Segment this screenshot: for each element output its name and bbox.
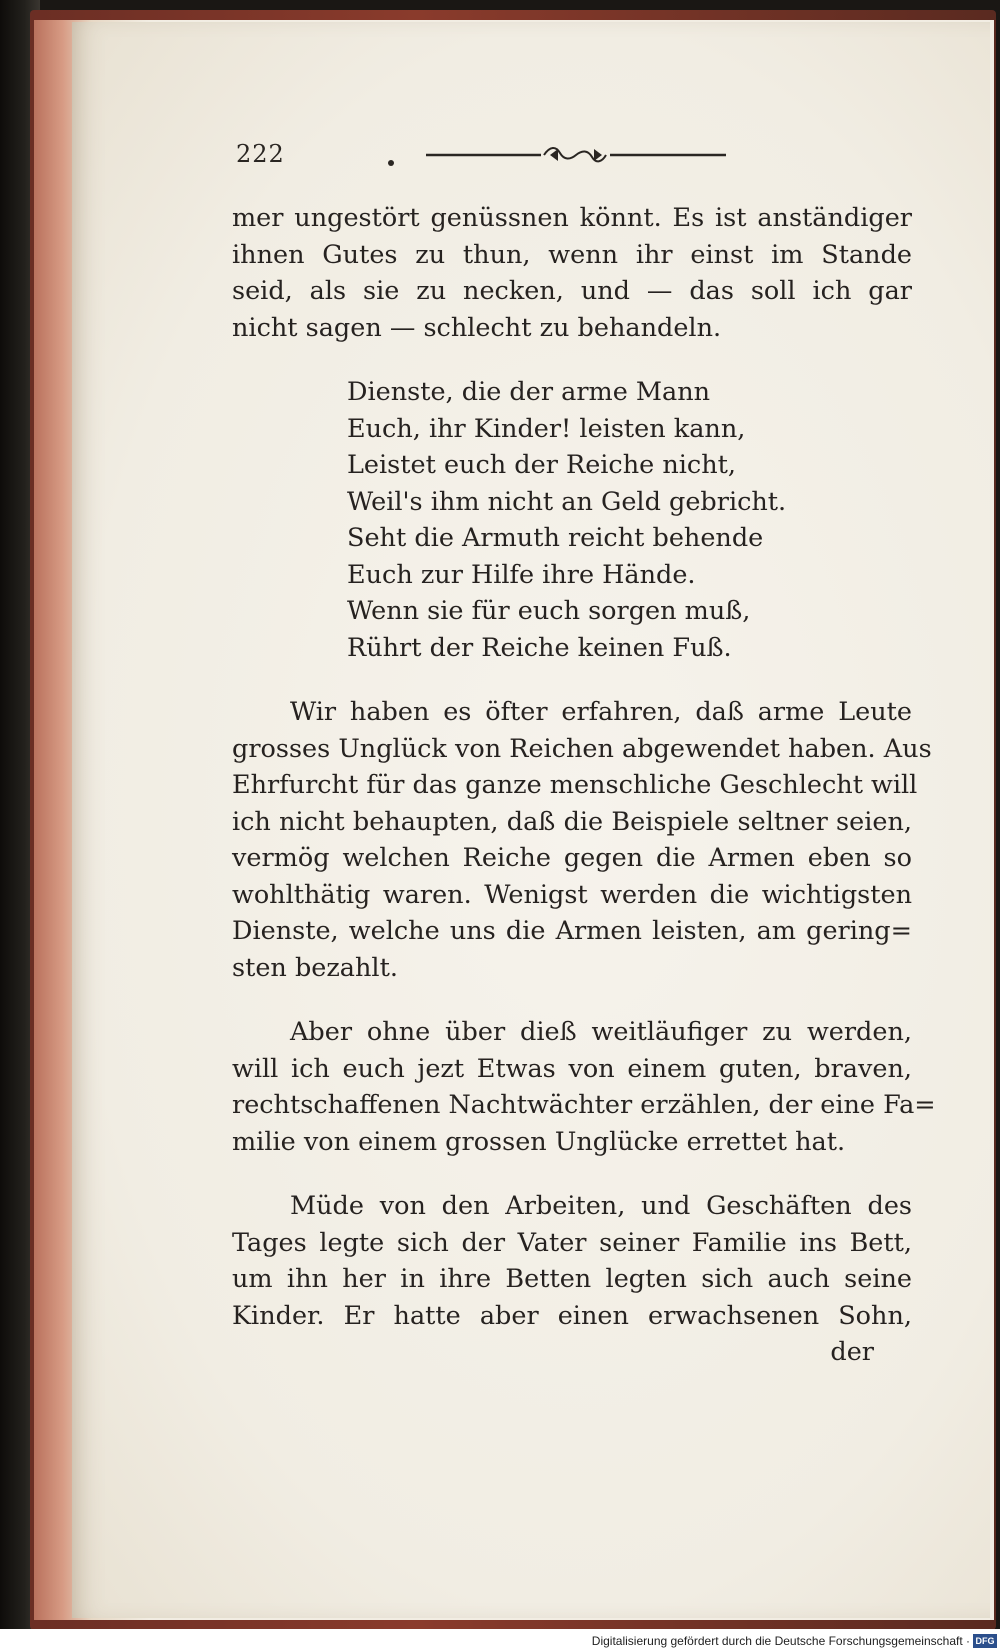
text-line: rechtschaffenen Nachtwächter erzählen, der eine Fa= — [232, 1090, 936, 1120]
digitization-footer — [0, 1629, 1000, 1651]
text-line: wohlthätig waren. Wenigst werden die wichtigsten — [232, 879, 912, 910]
page-number: 222 — [236, 140, 285, 168]
text-line: ihnen Gutes zu thun, wenn ihr einst im Stande — [232, 239, 912, 270]
paragraph-first-line: Wir haben es öfter erfahren, daß arme Leute — [290, 697, 912, 727]
text-line: grosses Unglück von Reichen abgewendet haben. Aus — [232, 733, 932, 764]
text-line: Tages legte sich der Vater seiner Familie ins Bett, — [232, 1227, 912, 1258]
text-line: milie von einem grossen Unglücke errettet hat. — [232, 1126, 846, 1157]
text-line: mer ungestört genüssnen könnt. Es ist anständiger — [232, 203, 912, 233]
dfg-logo: DFG — [973, 1634, 997, 1648]
verse-line: Euch, ihr Kinder! leisten kann, — [347, 413, 746, 444]
text-line: nicht sagen — schlecht zu behandeln. — [232, 312, 722, 343]
header-ornament — [426, 140, 726, 170]
text-line: Dienste, welche uns die Armen leisten, am gering= — [232, 916, 912, 946]
text-line: will ich euch jezt Etwas von einem guten, braven, — [232, 1053, 912, 1084]
verse-line: Rührt der Reiche keinen Fuß. — [347, 632, 732, 663]
paragraph-gap — [232, 986, 912, 1014]
paragraph-first-line: Aber ohne über dieß weitläufiger zu werden, — [290, 1017, 912, 1047]
text-line: Ehrfurcht für das ganze menschliche Geschlecht will — [232, 770, 918, 800]
verse-line: Euch zur Hilfe ihre Hände. — [347, 559, 696, 590]
text-line: um ihn her in ihre Betten legten sich auch seine — [232, 1264, 912, 1294]
catchword: der — [830, 1337, 874, 1367]
verse-line: Leistet euch der Reiche nicht, — [347, 450, 736, 480]
paragraph-gap — [232, 346, 912, 374]
funding-notice: Digitalisierung gefördert durch die Deutsche Forschungsgemeinschaft · — [591, 1634, 970, 1648]
text-line: vermög welchen Reiche gegen die Armen eben so — [232, 843, 912, 873]
text-line: seid, als sie zu necken, und — das soll ich gar — [232, 276, 912, 306]
verse-line: Dienste, die der arme Mann — [347, 377, 711, 407]
verse-line: Seht die Armuth reicht behende — [347, 523, 764, 553]
text-line: sten bezahlt. — [232, 952, 398, 983]
verse-line: Weil's ihm nicht an Geld gebricht. — [347, 486, 787, 517]
paragraph-first-line: Müde von den Arbeiten, und Geschäften des — [290, 1191, 912, 1221]
verse-line: Wenn sie für euch sorgen muß, — [347, 596, 751, 626]
paragraph-gap — [232, 1160, 912, 1188]
body-text — [232, 200, 936, 1371]
paragraph-gap — [232, 666, 912, 694]
text-line: ich nicht behaupten, daß die Beispiele seltner seien, — [232, 806, 912, 837]
header-dot — [388, 160, 394, 166]
text-line: Kinder. Er hatte aber einen erwachsenen Sohn, — [232, 1300, 912, 1331]
page-header — [236, 140, 736, 180]
